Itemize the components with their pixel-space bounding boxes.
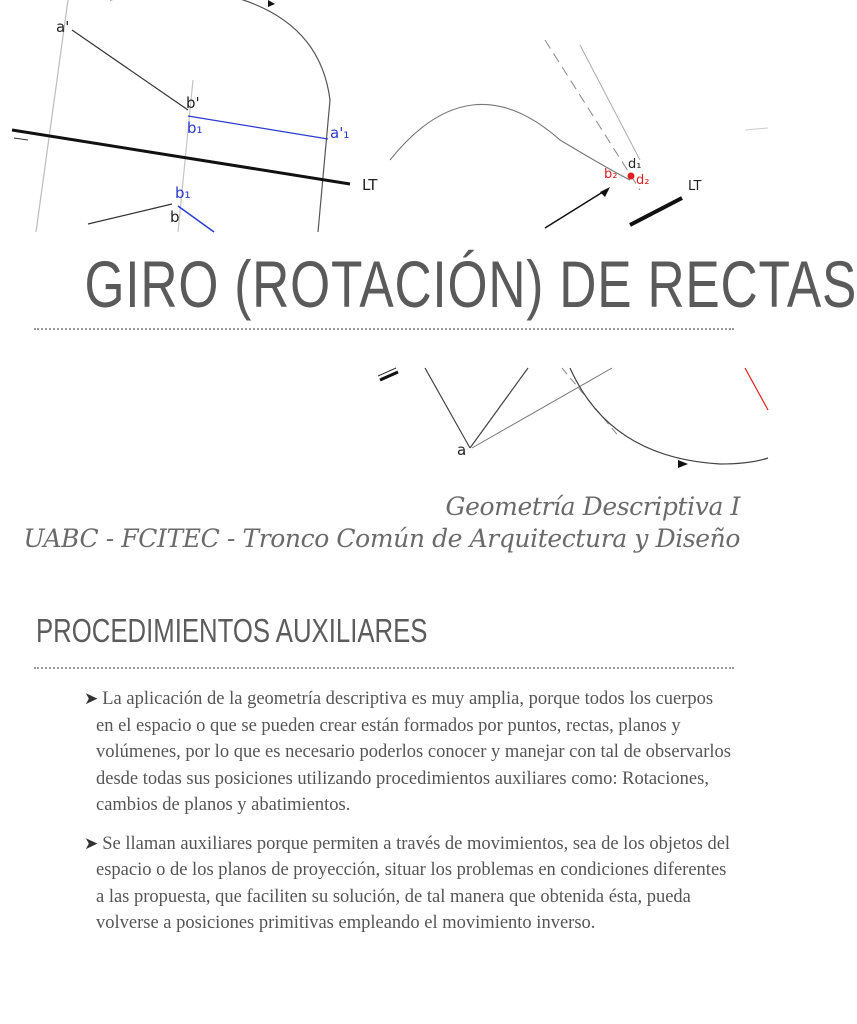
bullet-text: Se llaman auxiliares porque permiten a través de movimientos, sea de los objetos del espacio o de los planos de proyección, situar los problemas en condiciones diferentes a las propuesta, que faciliten su solución, de tal manera que obtenida ésta, pueda volverse a posiciones primitivas empleando el movimiento inverso. <box>96 833 731 933</box>
label-a1-prime: a'₁ <box>330 124 350 142</box>
subtitle-institution: UABC - FCITEC - Tronco Común de Arquitectura y Diseño <box>23 524 740 553</box>
page-title: GIRO (ROTACIÓN) DE RECTAS <box>84 247 857 321</box>
arrowhead-bullet-icon: ➤ <box>84 689 99 708</box>
arrowhead-bullet-icon: ➤ <box>84 833 99 853</box>
title-divider <box>34 328 734 330</box>
bullet-item <box>84 831 734 937</box>
subtitle-course: Geometría Descriptiva I <box>445 492 740 521</box>
bullet-text: La aplicación de la geometría descriptiva es muy amplia, porque todos los cuerpos en el espacio o que se pueden crear están formados por puntos, rectas, planos y volúmenes, por lo que es necesario poderlos conocer y manejar con tal de observarlos desde todas sus posiciones utilizando procedimientos auxiliares como: Rotaciones, cambios de planos y abatimientos. <box>96 689 731 815</box>
label-b1-lower: b₁ <box>175 184 191 202</box>
section-divider <box>34 667 734 669</box>
label-lt-left: LT <box>362 176 378 194</box>
label-a-prime: a' <box>56 18 70 36</box>
label-b: b <box>170 208 180 226</box>
geometry-sketch-middle <box>0 368 768 478</box>
label-d1: d₁ <box>628 157 642 172</box>
geometry-sketch-top <box>0 0 768 232</box>
label-b2: b₂ <box>604 167 618 182</box>
label-d2: d₂ <box>636 173 650 188</box>
bullet-item <box>84 686 734 819</box>
bullet-list <box>84 686 734 949</box>
label-lt-right: LT <box>688 179 702 194</box>
label-b-prime: b' <box>186 94 200 112</box>
label-b1: b₁ <box>187 119 203 137</box>
label-a: a <box>457 441 467 459</box>
section-heading: PROCEDIMIENTOS AUXILIARES <box>36 612 428 649</box>
